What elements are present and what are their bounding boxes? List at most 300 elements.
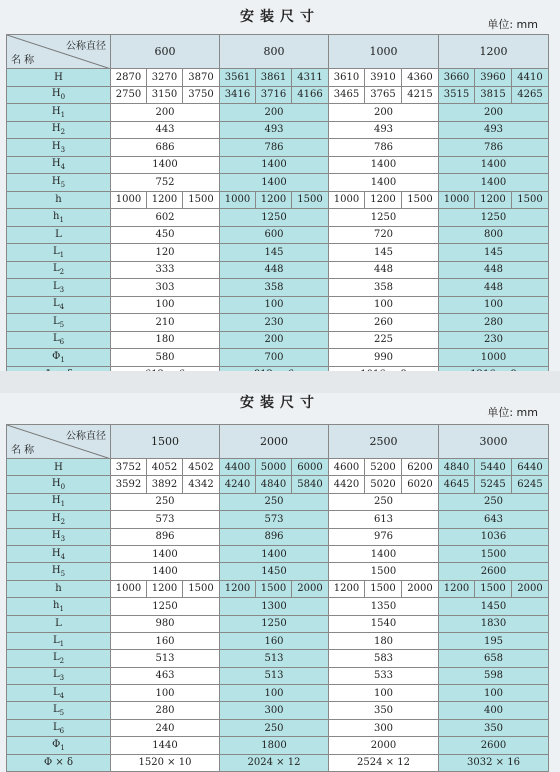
row-name: [7, 737, 111, 754]
value-cell: 1400: [220, 174, 329, 192]
value-cell: 250: [220, 493, 329, 510]
row-name: [7, 719, 111, 736]
row-name-subscript: 5: [60, 180, 66, 189]
table-row: [7, 104, 549, 122]
row-name-text: h: [53, 599, 60, 611]
row-name-subscript: 2: [59, 656, 65, 665]
value-cell: 4840: [439, 459, 475, 476]
table-row: [7, 650, 549, 667]
value-cell: 3960: [475, 69, 512, 87]
table-row: [7, 174, 549, 192]
value-cell: 4052: [147, 459, 183, 476]
row-name-subscript: 1: [60, 110, 66, 119]
value-cell: 513: [220, 650, 329, 667]
row-name-text: Φ: [52, 738, 61, 750]
value-cell: 180: [111, 331, 220, 349]
row-name-text: H: [51, 478, 61, 490]
value-cell: 230: [439, 331, 549, 349]
value-cell: 1000: [220, 191, 256, 209]
value-cell: 3910: [365, 69, 402, 87]
row-name-subscript: 3: [59, 285, 65, 294]
value-cell: 2000: [292, 580, 329, 597]
value-cell: 3465: [329, 86, 365, 104]
value-cell: 1500: [292, 191, 329, 209]
value-cell: 3892: [147, 476, 183, 493]
value-cell: 100: [439, 296, 549, 314]
value-cell: 450: [111, 226, 220, 244]
value-cell: 1500: [183, 191, 220, 209]
value-cell: 493: [220, 121, 329, 139]
row-name-subscript: 1: [59, 250, 65, 259]
value-cell: 1250: [439, 209, 549, 227]
row-name-subscript: 1: [60, 743, 65, 752]
value-cell: 260: [329, 314, 439, 332]
row-name-subscript: 6: [59, 726, 65, 735]
value-cell: 4342: [183, 476, 220, 493]
value-cell: 4360: [402, 69, 439, 87]
value-cell: 1500: [402, 191, 439, 209]
row-name: [7, 511, 111, 528]
corner-header-cell: [7, 425, 111, 459]
table-row: [7, 296, 549, 314]
value-cell: 200: [220, 104, 329, 122]
table-row: [7, 69, 549, 87]
value-cell: 4311: [292, 69, 329, 87]
value-cell: 3660: [439, 69, 475, 87]
value-cell: 2024 × 12: [220, 754, 329, 771]
value-cell: 145: [439, 244, 549, 262]
value-cell: 180: [329, 632, 439, 649]
value-cell: 1250: [220, 615, 329, 632]
value-cell: 225: [329, 331, 439, 349]
row-name-subscript: 3: [60, 535, 66, 544]
value-cell: 602: [111, 209, 220, 227]
value-cell: 3515: [439, 86, 475, 104]
table-row: [7, 314, 549, 332]
value-cell: 5245: [475, 476, 512, 493]
row-name-subscript: 3: [59, 674, 65, 683]
value-cell: 513: [220, 667, 329, 684]
row-name: [7, 156, 111, 174]
value-cell: 250: [439, 493, 549, 510]
table-row: [7, 209, 549, 227]
row-name-subscript: 2: [60, 128, 66, 137]
value-cell: 100: [220, 296, 329, 314]
row-name-subscript: 4: [59, 303, 65, 312]
table-row: [7, 86, 549, 104]
value-cell: 1400: [439, 174, 549, 192]
value-cell: 300: [329, 719, 439, 736]
row-name-text: L: [55, 229, 62, 241]
row-name: [7, 754, 111, 771]
table-row: [7, 632, 549, 649]
table-row: [7, 563, 549, 580]
row-name-text: L: [52, 280, 60, 292]
value-cell: 160: [111, 632, 220, 649]
table-row: [7, 545, 549, 562]
value-cell: 896: [111, 528, 220, 545]
value-cell: 280: [439, 314, 549, 332]
value-cell: 448: [220, 261, 329, 279]
value-cell: 786: [329, 139, 439, 157]
value-cell: 1540: [329, 615, 439, 632]
value-cell: 1500: [329, 563, 439, 580]
value-cell: 1400: [329, 545, 439, 562]
value-cell: 350: [439, 719, 549, 736]
row-name-text: H: [51, 88, 61, 100]
row-name-subscript: 2: [59, 268, 65, 277]
row-name: [7, 650, 111, 667]
value-cell: 2750: [111, 86, 147, 104]
table-row: [7, 459, 549, 476]
value-cell: 1200: [256, 191, 292, 209]
row-name: [7, 667, 111, 684]
row-name: [7, 528, 111, 545]
value-cell: 1000: [439, 349, 549, 367]
row-name-text: H: [54, 71, 63, 83]
value-cell: 513: [111, 650, 220, 667]
row-name-text: L: [52, 333, 60, 345]
value-cell: 1450: [220, 563, 329, 580]
value-cell: 240: [111, 719, 220, 736]
unit-label: 单位: mm: [487, 18, 538, 31]
row-name: [7, 104, 111, 122]
value-cell: 1300: [220, 598, 329, 615]
row-name-text: L: [52, 704, 60, 716]
value-cell: 230: [220, 314, 329, 332]
value-cell: 2524 × 12: [329, 754, 439, 771]
size-header: 2500: [329, 425, 439, 459]
value-cell: 1000: [111, 191, 147, 209]
value-cell: 4840: [256, 476, 292, 493]
row-name-subscript: 1: [59, 604, 64, 613]
value-cell: 5000: [256, 459, 292, 476]
value-cell: 333: [111, 261, 220, 279]
value-cell: 3416: [220, 86, 256, 104]
value-cell: 145: [329, 244, 439, 262]
value-cell: 3716: [256, 86, 292, 104]
value-cell: 1000: [439, 191, 475, 209]
value-cell: 1450: [439, 598, 549, 615]
value-cell: 303: [111, 279, 220, 297]
value-cell: 300: [220, 702, 329, 719]
value-cell: 448: [329, 261, 439, 279]
row-name-subscript: 0: [60, 93, 66, 102]
row-name: [7, 598, 111, 615]
value-cell: 443: [111, 121, 220, 139]
value-cell: 6200: [402, 459, 439, 476]
value-cell: 976: [329, 528, 439, 545]
value-cell: 448: [439, 261, 549, 279]
value-cell: 1500: [183, 580, 220, 597]
value-cell: 160: [220, 632, 329, 649]
unit-label: 单位: mm: [487, 406, 538, 419]
row-name-text: H: [51, 123, 61, 135]
value-cell: 583: [329, 650, 439, 667]
row-name: [7, 545, 111, 562]
value-cell: 100: [439, 685, 549, 702]
row-name: [7, 139, 111, 157]
row-name: [7, 702, 111, 719]
value-cell: 1250: [329, 209, 439, 227]
row-name: [7, 615, 111, 632]
row-name: [7, 191, 111, 209]
value-cell: 5200: [365, 459, 402, 476]
value-cell: 3765: [365, 86, 402, 104]
value-cell: 280: [111, 702, 220, 719]
dimension-table: [6, 34, 549, 384]
value-cell: 1000: [111, 580, 147, 597]
value-cell: 720: [329, 226, 439, 244]
value-cell: 786: [220, 139, 329, 157]
row-name-text: H: [51, 175, 61, 187]
value-cell: 200: [329, 104, 439, 122]
row-name: [7, 174, 111, 192]
row-name: [7, 632, 111, 649]
value-cell: 1200: [439, 580, 475, 597]
table-row: [7, 685, 549, 702]
row-name-subscript: 5: [60, 570, 66, 579]
value-cell: 4420: [329, 476, 365, 493]
value-cell: 3150: [147, 86, 183, 104]
table-row: [7, 279, 549, 297]
value-cell: 250: [329, 493, 439, 510]
row-name-text: h: [53, 210, 60, 222]
value-cell: 643: [439, 511, 549, 528]
value-cell: 658: [439, 650, 549, 667]
row-name-text: L: [52, 298, 60, 310]
row-name-text: Φ × δ: [44, 757, 73, 769]
row-name-subscript: 4: [60, 163, 66, 172]
row-name: [7, 86, 111, 104]
row-name: [7, 476, 111, 493]
table-row: [7, 226, 549, 244]
value-cell: 1200: [475, 191, 512, 209]
row-name: [7, 121, 111, 139]
table-row: [7, 511, 549, 528]
value-cell: 5020: [365, 476, 402, 493]
value-cell: 800: [439, 226, 549, 244]
table-row: [7, 719, 549, 736]
value-cell: 686: [111, 139, 220, 157]
row-name-subscript: 5: [59, 709, 65, 718]
value-cell: 573: [220, 511, 329, 528]
size-header: 1500: [111, 425, 220, 459]
row-name-text: L: [52, 315, 60, 327]
dimension-table: [6, 424, 549, 772]
row-name-subscript: 6: [59, 338, 65, 347]
size-header: 800: [220, 35, 329, 69]
row-name-text: H: [51, 158, 61, 170]
value-cell: 1400: [329, 156, 439, 174]
value-cell: 1440: [111, 737, 220, 754]
row-name-subscript: 1: [60, 500, 66, 509]
value-cell: 786: [439, 139, 549, 157]
table-row: [7, 580, 549, 597]
row-name: [7, 331, 111, 349]
value-cell: 980: [111, 615, 220, 632]
value-cell: 2000: [329, 737, 439, 754]
value-cell: 1200: [147, 580, 183, 597]
row-name-text: H: [51, 105, 61, 117]
value-cell: 1830: [439, 615, 549, 632]
size-header: 1200: [439, 35, 549, 69]
value-cell: 4600: [329, 459, 365, 476]
row-name: [7, 580, 111, 597]
row-name-text: L: [52, 634, 60, 646]
value-cell: 4265: [512, 86, 549, 104]
row-name-text: L: [52, 686, 60, 698]
header-name: 名 称: [11, 445, 35, 456]
row-name-subscript: 4: [60, 552, 66, 561]
value-cell: 598: [439, 667, 549, 684]
header-nominal-diameter: 公称直径: [66, 41, 106, 52]
value-cell: 100: [111, 296, 220, 314]
value-cell: 1500: [439, 545, 549, 562]
value-cell: 3610: [329, 69, 365, 87]
row-name-subscript: 3: [60, 145, 66, 154]
row-name-text: H: [54, 461, 63, 473]
value-cell: 3861: [256, 69, 292, 87]
row-name-text: H: [51, 547, 61, 559]
value-cell: 250: [111, 493, 220, 510]
size-header: 1000: [329, 35, 439, 69]
row-name: [7, 69, 111, 87]
value-cell: 1250: [220, 209, 329, 227]
row-name-text: L: [52, 669, 60, 681]
value-cell: 1400: [439, 156, 549, 174]
value-cell: 896: [220, 528, 329, 545]
row-name-subscript: 1: [59, 215, 64, 224]
value-cell: 580: [111, 349, 220, 367]
value-cell: 1400: [111, 545, 220, 562]
row-name-text: L: [52, 245, 60, 257]
value-cell: 573: [111, 511, 220, 528]
table-row: [7, 615, 549, 632]
row-name: [7, 685, 111, 702]
table-row: [7, 737, 549, 754]
value-cell: 1500: [475, 580, 512, 597]
row-name: [7, 349, 111, 367]
value-cell: 1400: [329, 174, 439, 192]
table-row: [7, 598, 549, 615]
table-row: [7, 476, 549, 493]
value-cell: 752: [111, 174, 220, 192]
value-cell: 210: [111, 314, 220, 332]
value-cell: 1200: [220, 580, 256, 597]
row-name-text: L: [52, 651, 60, 663]
value-cell: 3752: [111, 459, 147, 476]
header-nominal-diameter: 公称直径: [66, 431, 106, 442]
table-row: [7, 493, 549, 510]
row-name-text: H: [51, 140, 61, 152]
row-name-text: h: [55, 194, 62, 206]
value-cell: 700: [220, 349, 329, 367]
value-cell: 3561: [220, 69, 256, 87]
value-cell: 1400: [220, 545, 329, 562]
row-name: [7, 226, 111, 244]
value-cell: 2600: [439, 737, 549, 754]
value-cell: 4645: [439, 476, 475, 493]
value-cell: 1520 × 10: [111, 754, 220, 771]
value-cell: 3032 × 16: [439, 754, 549, 771]
value-cell: 3750: [183, 86, 220, 104]
value-cell: 6020: [402, 476, 439, 493]
value-cell: 1250: [111, 598, 220, 615]
value-cell: 3270: [147, 69, 183, 87]
size-header: 600: [111, 35, 220, 69]
value-cell: 533: [329, 667, 439, 684]
value-cell: 3815: [475, 86, 512, 104]
value-cell: 3592: [111, 476, 147, 493]
value-cell: 4410: [512, 69, 549, 87]
value-cell: 200: [439, 104, 549, 122]
value-cell: 6245: [512, 476, 549, 493]
row-name: [7, 279, 111, 297]
value-cell: 1350: [329, 598, 439, 615]
value-cell: 463: [111, 667, 220, 684]
value-cell: 990: [329, 349, 439, 367]
row-name-text: L: [52, 721, 60, 733]
corner-header-cell: [7, 35, 111, 69]
value-cell: 6000: [292, 459, 329, 476]
value-cell: 5840: [292, 476, 329, 493]
value-cell: 600: [220, 226, 329, 244]
table-row: [7, 528, 549, 545]
table-title: 安装尺寸: [240, 395, 320, 411]
row-name-subscript: 0: [60, 483, 66, 492]
row-name-subscript: 2: [60, 517, 66, 526]
value-cell: 200: [220, 331, 329, 349]
section-divider: [0, 371, 560, 393]
value-cell: 100: [220, 685, 329, 702]
table-row: [7, 349, 549, 367]
row-name-text: L: [55, 618, 62, 630]
value-cell: 100: [329, 296, 439, 314]
value-cell: 1400: [111, 563, 220, 580]
row-name-text: H: [51, 565, 61, 577]
value-cell: 250: [220, 719, 329, 736]
table-row: [7, 754, 549, 771]
value-cell: 1400: [111, 156, 220, 174]
value-cell: 100: [111, 685, 220, 702]
row-name-subscript: 1: [59, 639, 65, 648]
table-row: [7, 156, 549, 174]
row-name-subscript: 5: [59, 320, 65, 329]
value-cell: 4502: [183, 459, 220, 476]
value-cell: 120: [111, 244, 220, 262]
value-cell: 200: [111, 104, 220, 122]
value-cell: 1036: [439, 528, 549, 545]
value-cell: 145: [220, 244, 329, 262]
row-name: [7, 563, 111, 580]
row-name-text: H: [51, 530, 61, 542]
value-cell: 5440: [475, 459, 512, 476]
row-name-text: H: [51, 495, 61, 507]
value-cell: 3870: [183, 69, 220, 87]
table-row: [7, 191, 549, 209]
value-cell: 613: [329, 511, 439, 528]
row-name-text: h: [55, 583, 62, 595]
value-cell: 1500: [512, 191, 549, 209]
row-name: [7, 209, 111, 227]
row-name: [7, 244, 111, 262]
value-cell: 358: [329, 279, 439, 297]
value-cell: 448: [439, 279, 549, 297]
value-cell: 1500: [256, 580, 292, 597]
value-cell: 6440: [512, 459, 549, 476]
value-cell: 2000: [402, 580, 439, 597]
